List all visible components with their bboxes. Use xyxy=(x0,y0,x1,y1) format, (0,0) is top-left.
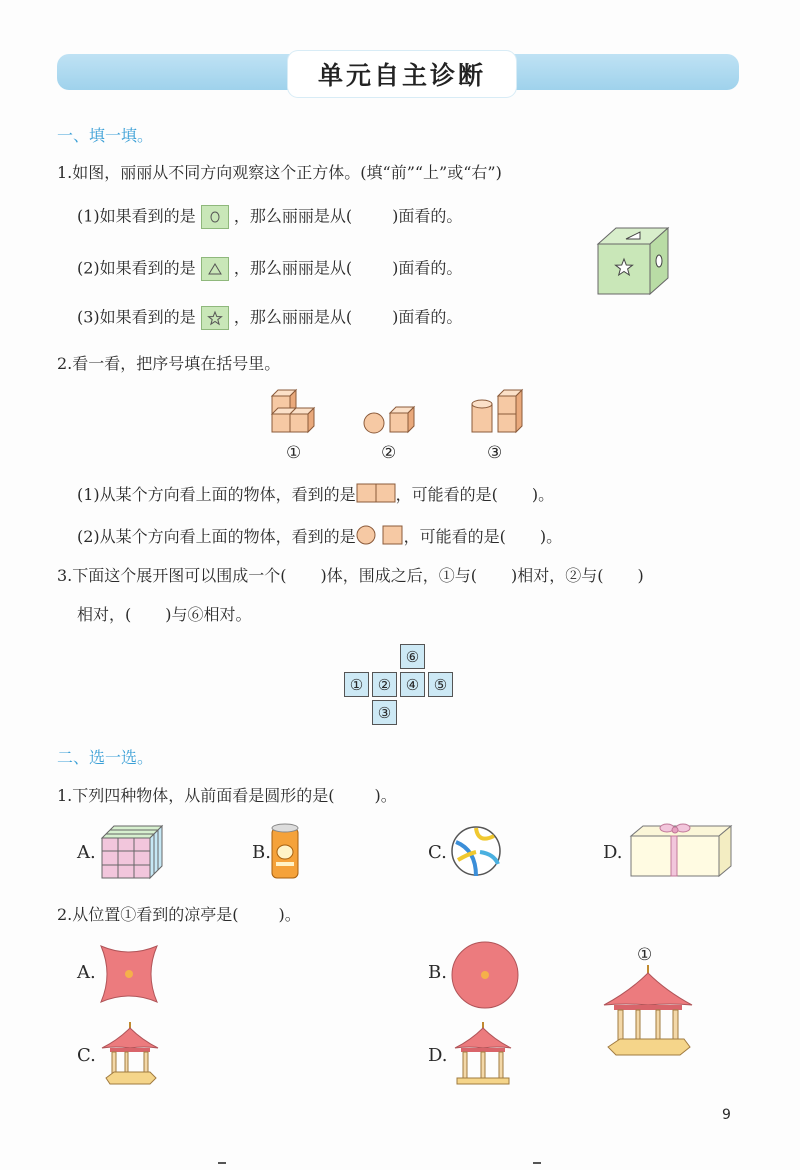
net-face-4: ④ xyxy=(400,672,425,697)
object-label-1: ① xyxy=(286,443,302,463)
q1-stem: 1.如图，丽丽从不同方向观察这个正方体。(填“前”“上”或“右”) xyxy=(57,163,502,182)
title-box xyxy=(288,51,516,97)
star-face-icon xyxy=(201,306,229,330)
net-face-3: ③ xyxy=(372,700,397,725)
circle-face-icon xyxy=(201,205,229,229)
q2-item-2-pre: (2)从某个方向看上面的物体，看到的是 xyxy=(77,527,356,546)
rubiks-cube-icon xyxy=(98,822,166,882)
s2-q2-option-c-label[interactable]: C. xyxy=(77,1045,96,1066)
q2-item-2-post: ，可能看的是( xyxy=(403,527,506,546)
s2-q1-end: )。 xyxy=(374,786,397,805)
object-1-blocks xyxy=(272,390,314,432)
s2-q1-option-d-label[interactable]: D. xyxy=(603,842,623,863)
cube-net xyxy=(344,644,456,728)
pavilion-side-view-d-icon xyxy=(453,1022,513,1088)
q3-line-1c: )相对，②与( xyxy=(511,566,604,585)
gift-box-icon xyxy=(627,822,735,880)
s2-q2-end: )。 xyxy=(278,905,301,924)
s2-q1-stem-text: 1.下列四种物体，从前面看是圆形的是( xyxy=(57,786,335,805)
net-face-2: ② xyxy=(372,672,397,697)
section-heading-choose: 二、选一选。 xyxy=(57,748,154,767)
s2-q2-option-d-label[interactable]: D. xyxy=(428,1045,448,1066)
q2-item-1-post: ，可能看的是( xyxy=(395,485,498,504)
q2-item-1-end: )。 xyxy=(531,485,555,504)
q1-item-2-end: )面看的。 xyxy=(392,258,463,278)
object-label-3: ③ xyxy=(487,443,503,463)
net-face-6: ⑥ xyxy=(400,644,425,669)
triangle-face-icon xyxy=(201,257,229,281)
s2-q2-option-b-label[interactable]: B. xyxy=(428,962,447,983)
q3-line-1d: ) xyxy=(637,566,644,585)
page-number: 9 xyxy=(722,1107,731,1123)
q2-item-1-pre: (1)从某个方向看上面的物体，看到的是 xyxy=(77,485,356,504)
s2-q2-stem-text: 2.从位置①看到的凉亭是( xyxy=(57,905,239,924)
q1-item-3-end: )面看的。 xyxy=(392,307,463,327)
q3-line-2b: )与⑥相对。 xyxy=(165,605,252,624)
q2-item-2-end: )。 xyxy=(539,527,563,546)
q1-item-2 xyxy=(77,257,462,281)
q1-item-3-pre: (3)如果看到的是 xyxy=(77,307,196,327)
object-label-2: ② xyxy=(381,443,397,463)
pavilion-roof-top-view-icon xyxy=(97,942,161,1006)
q2-stem: 2.看一看，把序号填在括号里。 xyxy=(57,354,281,373)
q1-item-2-pre: (2)如果看到的是 xyxy=(77,258,196,278)
page-title: 单元自主诊断 xyxy=(317,61,486,90)
q1-item-1-end: )面看的。 xyxy=(392,206,463,226)
q3-line-1a: 3.下面这个展开图可以围成一个( xyxy=(57,566,287,585)
q1-item-2-post: ，那么丽丽是从( xyxy=(233,258,353,278)
object-3-cylinder-cubes xyxy=(472,390,522,432)
net-face-1: ① xyxy=(344,672,369,697)
cube-illustration xyxy=(592,222,672,300)
round-roof-top-view-icon xyxy=(450,940,520,1010)
q1-item-1-pre: (1)如果看到的是 xyxy=(77,206,196,226)
q1-item-1-post: ，那么丽丽是从( xyxy=(233,206,353,226)
q1-item-1 xyxy=(77,205,462,229)
crop-mark-right xyxy=(533,1162,541,1164)
q3-line-1 xyxy=(57,566,644,586)
q2-item-1 xyxy=(77,483,554,508)
s2-q1-option-b-label[interactable]: B. xyxy=(252,842,271,863)
q2-objects-illustration xyxy=(268,386,528,438)
volleyball-icon xyxy=(450,824,502,878)
circle-square-view-icon xyxy=(356,524,404,551)
pavilion-reference-icon xyxy=(600,965,696,1057)
q1-item-3-post: ，那么丽丽是从( xyxy=(233,307,353,327)
s2-q2-stem xyxy=(57,905,301,925)
q3-line-2a: 相对，( xyxy=(77,605,132,624)
s2-q1-option-c-label[interactable]: C. xyxy=(428,842,447,863)
crop-mark-left xyxy=(218,1162,226,1164)
object-2-sphere-cube xyxy=(364,407,414,433)
s2-q1-option-a-label[interactable]: A. xyxy=(77,842,96,863)
q1-item-3 xyxy=(77,306,462,330)
net-face-5: ⑤ xyxy=(428,672,453,697)
q2-item-2 xyxy=(77,524,562,551)
soda-can-icon xyxy=(270,822,300,882)
section-heading-fill: 一、填一填。 xyxy=(57,126,154,145)
q3-line-2 xyxy=(77,605,252,625)
q3-line-1b: )体，围成之后，①与( xyxy=(320,566,478,585)
pavilion-side-view-c-icon xyxy=(100,1022,160,1088)
s2-q2-option-a-label[interactable]: A. xyxy=(77,962,96,983)
s2-q1-stem xyxy=(57,786,397,806)
position-label: ① xyxy=(637,945,653,965)
two-squares-view-icon xyxy=(356,483,396,508)
